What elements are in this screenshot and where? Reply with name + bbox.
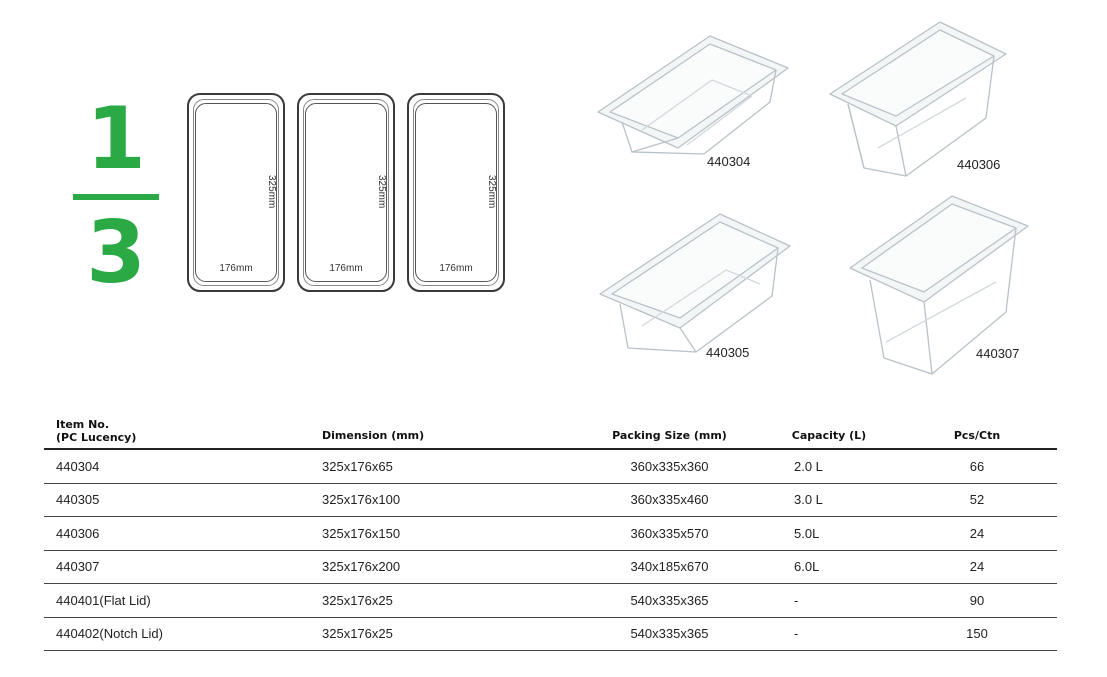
header-capacity-label: Capacity (L) <box>791 429 867 442</box>
photo-label-440305: 440305 <box>706 345 750 360</box>
header-dimension: Dimension (mm) <box>322 429 425 442</box>
cell-dimension: 325x176x200 <box>322 559 401 575</box>
pan-height-label: 325mm <box>376 175 387 209</box>
cell-dimension: 325x176x100 <box>322 492 401 508</box>
pan-photo-440306 <box>826 18 1010 180</box>
cell-capacity-value: 6.0L <box>794 559 820 575</box>
cell-capacity <box>757 459 877 474</box>
pan-width-label: 176mm <box>439 263 473 274</box>
pan-outline-1 <box>187 93 285 292</box>
cell-dimension: 325x176x150 <box>322 525 401 541</box>
pan-photo-440305 <box>596 210 796 360</box>
table-row <box>44 484 1057 518</box>
cell-capacity-value: 5.0L <box>794 525 820 541</box>
pan-width-label: 176mm <box>329 263 363 274</box>
pan-outline-2 <box>297 93 395 292</box>
cell-capacity-value: 3.0 L <box>794 492 823 508</box>
cell-capacity <box>757 526 877 541</box>
pan-height-label: 325mm <box>266 175 277 209</box>
header-item-line1: Item No. <box>56 418 110 431</box>
pan-inner <box>305 103 387 282</box>
cell-pcs: 90 <box>969 592 985 608</box>
cell-dimension: 325x176x25 <box>322 592 393 608</box>
header-pcs-ctn: Pcs/Ctn <box>953 429 1001 442</box>
table-row <box>44 450 1057 484</box>
cell-pcs: 150 <box>966 626 988 642</box>
pan-width-label: 176mm <box>219 263 253 274</box>
pan-photo-440304 <box>592 30 792 160</box>
size-fraction <box>70 89 162 303</box>
table-row <box>44 517 1057 551</box>
photo-label-440306: 440306 <box>957 157 1001 172</box>
cell-capacity-value: - <box>794 626 799 642</box>
cell-item: 440305 <box>56 492 100 508</box>
cell-capacity <box>757 559 877 574</box>
cell-dimension: 325x176x65 <box>322 458 393 474</box>
cell-capacity-value: 2.0 L <box>794 458 823 474</box>
pan-height-label: 325mm <box>486 175 497 209</box>
header-item-no <box>44 418 312 448</box>
header-packing-size: Packing Size (mm) <box>612 429 727 442</box>
photo-label-440307: 440307 <box>976 346 1020 361</box>
cell-item: 440402(Notch Lid) <box>56 626 163 642</box>
header-item-line2: (PC Lucency) <box>56 431 137 444</box>
cell-packing: 360x335x460 <box>630 492 709 508</box>
cell-pcs: 24 <box>969 559 985 575</box>
cell-packing: 540x335x365 <box>630 592 709 608</box>
cell-item: 440306 <box>56 525 100 541</box>
cell-dimension: 325x176x25 <box>322 626 393 642</box>
cell-packing: 360x335x360 <box>630 458 709 474</box>
cell-packing: 360x335x570 <box>630 525 709 541</box>
table-row <box>44 584 1057 618</box>
pan-inner <box>195 103 277 282</box>
cell-packing: 340x185x670 <box>630 559 709 575</box>
photo-label-440304: 440304 <box>707 154 751 169</box>
cell-packing: 540x335x365 <box>630 626 709 642</box>
cell-pcs: 66 <box>969 458 985 474</box>
header-capacity <box>757 429 877 448</box>
cell-capacity-value: - <box>794 592 799 608</box>
cell-capacity <box>757 626 877 641</box>
table-header <box>44 410 1057 450</box>
spec-table <box>44 410 1057 651</box>
cell-item: 440401(Flat Lid) <box>56 592 151 608</box>
fraction-bar <box>73 194 159 200</box>
cell-item: 440307 <box>56 559 100 575</box>
cell-capacity <box>757 593 877 608</box>
table-row <box>44 551 1057 585</box>
fraction-numerator: 1 <box>86 89 146 189</box>
fraction-denominator: 3 <box>86 203 146 303</box>
cell-pcs: 52 <box>969 492 985 508</box>
cell-pcs: 24 <box>969 525 985 541</box>
cell-item: 440304 <box>56 458 100 474</box>
table-row <box>44 618 1057 652</box>
pan-outline-3 <box>407 93 505 292</box>
pan-inner <box>415 103 497 282</box>
cell-capacity <box>757 492 877 507</box>
